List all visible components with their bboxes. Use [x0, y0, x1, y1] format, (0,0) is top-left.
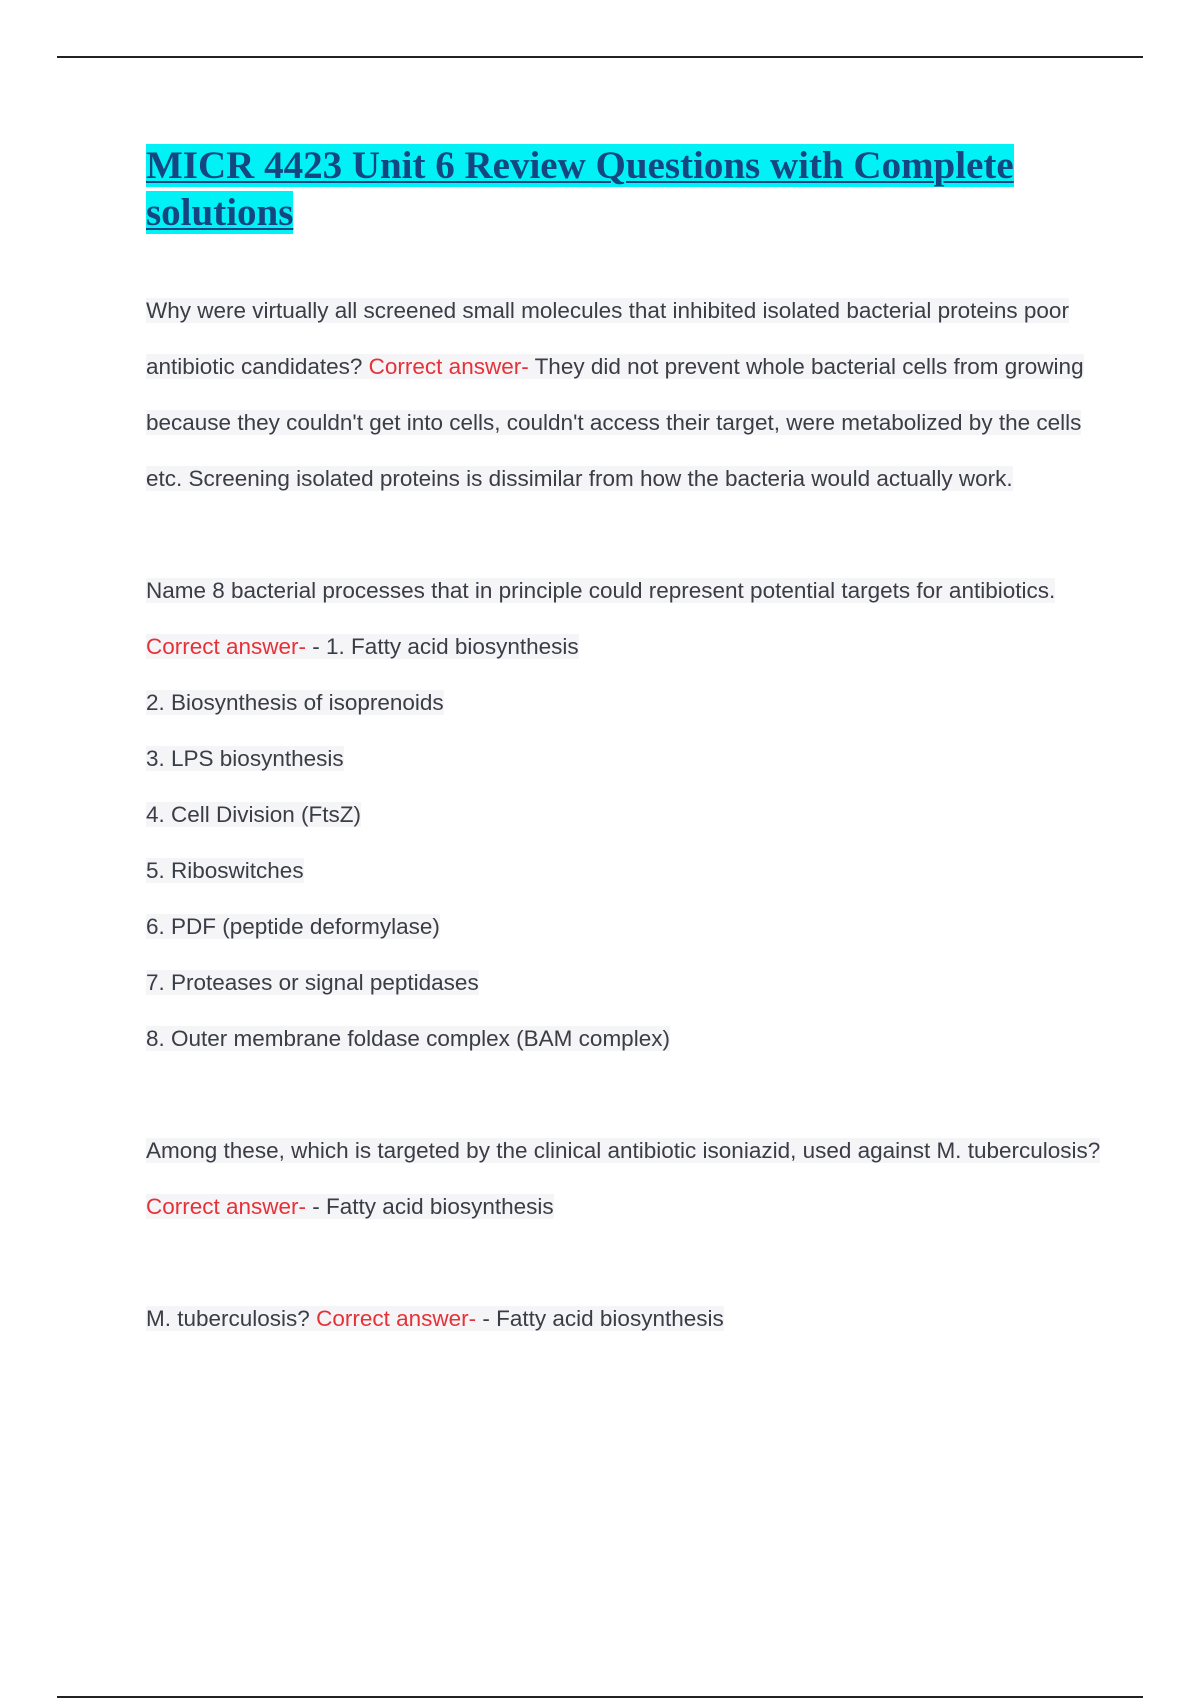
answer-label: Correct answer-: [368, 354, 529, 379]
answer-label: Correct answer-: [146, 634, 307, 659]
qa-block-2-text: [146, 563, 1106, 675]
document-body: [146, 142, 1106, 1347]
document-title: MICR 4423 Unit 6 Review Questions with Complete solutions: [146, 144, 1014, 234]
qa-block-3: [146, 1123, 1106, 1235]
header-rule: [57, 56, 1143, 58]
answer-label: Correct answer-: [146, 1194, 307, 1219]
question-text: Name 8 bacterial processes that in principle could represent potential targets for antibiotics.: [146, 578, 1056, 603]
list-item: 5. Riboswitches: [146, 858, 304, 883]
answer-text: They did not prevent whole bacterial cells from growing because they couldn't get into cells, couldn't access their target, were metabolized by the cells etc. Screening isolated proteins is dissimilar from how the bacteria would actually work.: [146, 354, 1084, 491]
answer-text: - Fatty acid biosynthesis: [476, 1306, 724, 1331]
list-item: 4. Cell Division (FtsZ): [146, 802, 362, 827]
list-item: 7. Proteases or signal peptidases: [146, 970, 479, 995]
answer-label: Correct answer-: [316, 1306, 477, 1331]
list-item: 6. PDF (peptide deformylase): [146, 914, 440, 939]
question-text: Among these, which is targeted by the clinical antibiotic isoniazid, used against M. tuberculosis?: [146, 1138, 1101, 1163]
answer-text: - Fatty acid biosynthesis: [306, 1194, 554, 1219]
question-text: Why were virtually all screened small molecules that inhibited isolated bacterial proteins poor antibiotic candidates?: [146, 298, 1069, 379]
list-item: 2. Biosynthesis of isoprenoids: [146, 690, 444, 715]
footer-rule: [57, 1696, 1143, 1698]
question-text: M. tuberculosis?: [146, 1306, 310, 1331]
list-item: 8. Outer membrane foldase complex (BAM complex): [146, 1026, 670, 1051]
qa-block-4: [146, 1291, 1106, 1347]
list-item: 3. LPS biosynthesis: [146, 746, 344, 771]
answer-text: - 1. Fatty acid biosynthesis: [306, 634, 579, 659]
qa-block-1: [146, 283, 1106, 507]
qa-block-2: [146, 563, 1106, 1067]
